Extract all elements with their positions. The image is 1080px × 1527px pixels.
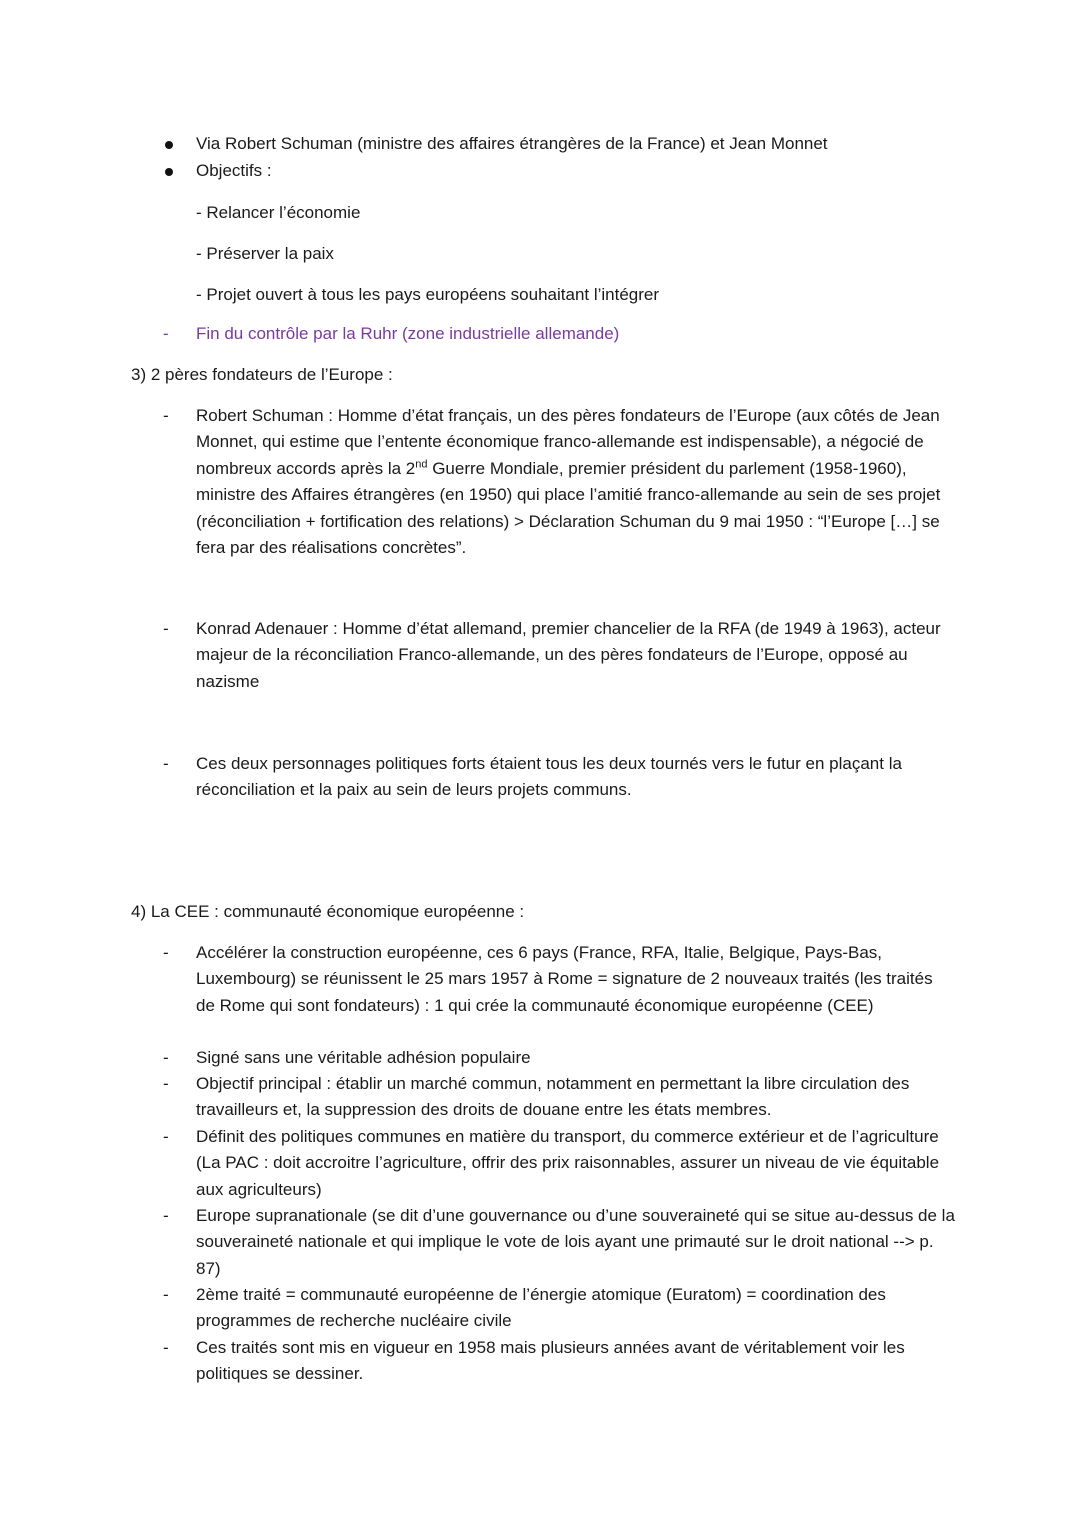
dash-marker: -: [163, 1338, 169, 1357]
dash-marker: -: [163, 1074, 169, 1093]
schuman-text-part2: Guerre Mondiale, premier président du parlement (1958-1960), ministre des Affaires étrangères (en 1950) qui place l’amitié franco-allemande au sein de ses projet (réconciliation + fortification des relations) > Déclaration Schuman du 9 mai 1950 : “l’Europe […] se fera par des réalisations concrètes”.: [196, 458, 946, 558]
dash-marker: -: [163, 1127, 169, 1146]
objectif-item: - Relancer l’économie: [196, 203, 361, 222]
schuman-paragraph: [196, 403, 956, 561]
cee-list-item: Ces traités sont mis en vigueur en 1958 mais plusieurs années avant de véritablement voir les politiques se dessiner.: [196, 1338, 910, 1384]
bullet-dot-icon: [165, 141, 173, 149]
dash-marker: -: [163, 943, 169, 962]
dash-marker: -: [163, 619, 169, 638]
cee-list-item: Signé sans une véritable adhésion populaire: [196, 1048, 531, 1067]
dash-marker: -: [163, 406, 169, 425]
dash-marker: -: [163, 1048, 169, 1067]
bullet-text-schuman-monnet: Via Robert Schuman (ministre des affaires étrangères de la France) et Jean Monnet: [196, 134, 828, 153]
section-4-heading: 4) La CEE : communauté économique européenne :: [131, 902, 525, 921]
conclusion-paragraph: Ces deux personnages politiques forts étaient tous les deux tournés vers le futur en plaçant la réconciliation et la paix au sein de leurs projets communs.: [196, 754, 907, 800]
dash-marker: -: [163, 324, 169, 343]
cee-list-item: Objectif principal : établir un marché commun, notamment en permettant la libre circulation des travailleurs et, la suppression des droits de douane entre les états membres.: [196, 1074, 915, 1120]
dash-marker: -: [163, 1285, 169, 1304]
ruhr-item: Fin du contrôle par la Ruhr (zone industrielle allemande): [196, 324, 620, 343]
dash-marker: -: [163, 754, 169, 773]
objectif-item: - Préserver la paix: [196, 244, 334, 263]
cee-list-item: Accélérer la construction européenne, ces 6 pays (France, RFA, Italie, Belgique, Pays-Bas, Luxembourg) se réunissent le 25 mars 1957 à Rome = signature de 2 nouveaux traités (les traités de Rome qui sont fondateurs) : 1 qui crée la communauté économique européenne (CEE): [196, 943, 938, 1015]
cee-list-item: Europe supranationale (se dit d’une gouvernance ou d’une souveraineté qui se situe au-dessus de la souveraineté nationale et qui implique le vote de lois ayant une primauté sur le droit national --> p. 87): [196, 1206, 960, 1278]
ordinal-superscript: nd: [415, 458, 428, 471]
schuman-text-part1: Robert Schuman : Homme d’état français, un des pères fondateurs de l’Europe (aux côtés de Jean Monnet, qui estime que l’entente économique franco-allemande est indispensable), a négocié de nombreux accords après la 2: [196, 406, 945, 478]
section-3-heading: 3) 2 pères fondateurs de l’Europe :: [131, 365, 393, 384]
cee-list-item: 2ème traité = communauté européenne de l’énergie atomique (Euratom) = coordination des programmes de recherche nucléaire civile: [196, 1285, 891, 1331]
adenauer-paragraph: Konrad Adenauer : Homme d’état allemand, premier chancelier de la RFA (de 1949 à 1963), acteur majeur de la réconciliation Franco-allemande, un des pères fondateurs de l’Europe, opposé au nazisme: [196, 619, 946, 691]
dash-marker: -: [163, 1206, 169, 1225]
bullet-dot-icon: [165, 168, 173, 176]
objectif-item: - Projet ouvert à tous les pays européens souhaitant l’intégrer: [196, 285, 660, 304]
cee-list-item: Définit des politiques communes en matière du transport, du commerce extérieur et de l’agriculture (La PAC : doit accroitre l’agriculture, offrir des prix raisonnables, assurer un niveau de vie équitable aux agriculteurs): [196, 1127, 944, 1199]
bullet-text-objectifs: Objectifs :: [196, 161, 272, 180]
